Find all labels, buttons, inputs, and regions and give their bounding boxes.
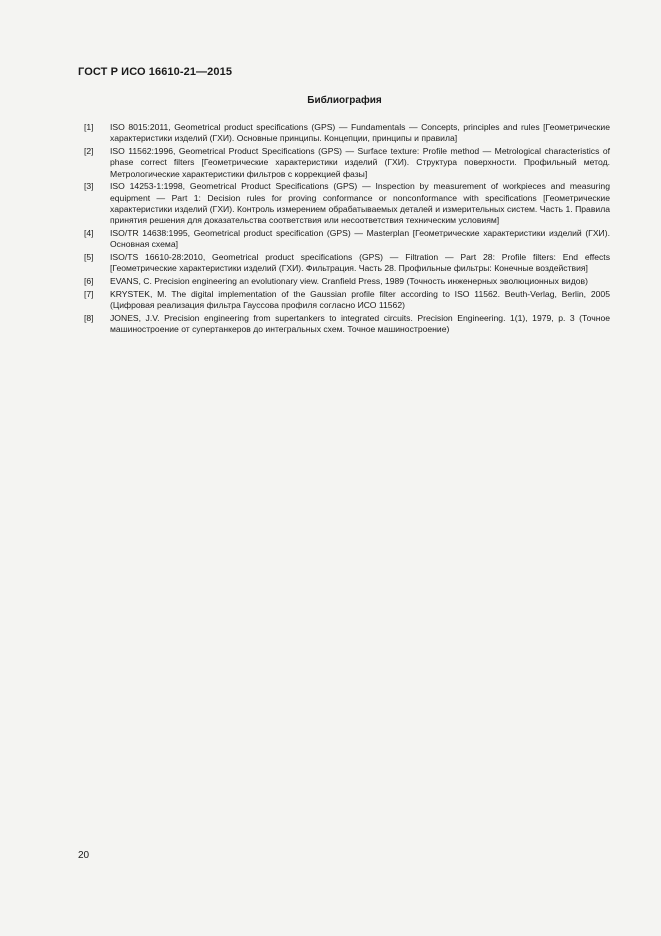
- entry-text: ISO 14253-1:1998, Geometrical Product Specifications (GPS) — Inspection by measurement of workpieces and measuring equipment — Part 1: Decision rules for proving conformance or nonconformance with specifications [Геометрические характеристики изделий (ГХИ). Контроль измерением обрабатываемых деталей и измерительных систем. Часть 1. Правила принятия решения для доказательства соответствия или несоответствия техническим условиям]: [110, 181, 610, 225]
- entry-text: ISO/TR 14638:1995, Geometrical product specification (GPS) — Masterplan [Геометрические характеристики изделий (ГХИ). Основная схема]: [110, 227, 610, 250]
- entry-text: EVANS, С. Precision engineering an evolutionary view. Cranfield Press, 1989 (Точность инженерных эволюционных видов): [110, 276, 588, 287]
- entry-text: JONES, J.V. Precision engineering from supertankers to integrated circuits. Precision Engineering. 1(1), 1979, p. 3 (Точное машиностроение от супертанкеров до интегральных схем. Точное машиностроение): [110, 313, 610, 335]
- bibliography-entry: [84, 122, 610, 144]
- bibliography-entry: [84, 228, 610, 250]
- entry-number: [1]: [84, 122, 94, 132]
- entry-number: [8]: [84, 313, 94, 324]
- bibliography-entry: [84, 181, 610, 226]
- page-number: 20: [78, 850, 90, 861]
- bibliography-entry: [84, 252, 610, 274]
- entry-text: ISO 8015:2011, Geometrical product specifications (GPS) — Fundamentals — Concepts, principles and rules [Геометрические характеристики изделий (ГХИ). Основные принципы. Концепции, принципы и правила]: [110, 122, 610, 144]
- entry-number: [5]: [84, 251, 94, 262]
- entry-number: [3]: [84, 181, 94, 192]
- section-title: [0, 95, 661, 106]
- bibliography-list: [84, 122, 610, 337]
- bibliography-entry: [84, 289, 610, 311]
- bibliography-entry: [84, 276, 610, 287]
- entry-text: ISO/TS 16610-28:2010, Geometrical product specifications (GPS) — Filtration — Part 28: Profile filters: End effects [Геометрические характеристики изделий (ГХИ). Фильтрация. Часть 28. Профильные фильтры: Конечные воздействия]: [110, 251, 610, 274]
- bibliography-entry: [84, 146, 610, 180]
- document-header: ГОСТ Р ИСО 16610-21—2015: [78, 66, 233, 78]
- bibliography-entry: [84, 313, 610, 335]
- entry-number: [4]: [84, 227, 94, 238]
- entry-text: KRYSTEK, M. The digital implementation of the Gaussian profile filter according to ISO 11562. Beuth-Verlag, Berlin, 2005 (Цифровая реализация фильтра Гауссова профиля согласно ИСО 11562): [110, 288, 610, 311]
- entry-number: [7]: [84, 288, 94, 299]
- entry-text: ISO 11562:1996, Geometrical Product Specifications (GPS) — Surface texture: Profile method — Metrological characteristics of phase correct filters [Геометрические характеристики изделий (ГХИ). Структура поверхности. Профильный метод. Метрологические характеристики фильтров с коррекцией фазы]: [110, 146, 610, 179]
- entry-number: [2]: [84, 146, 94, 157]
- section-title-text: Библиография: [307, 95, 382, 106]
- entry-number: [6]: [84, 276, 94, 287]
